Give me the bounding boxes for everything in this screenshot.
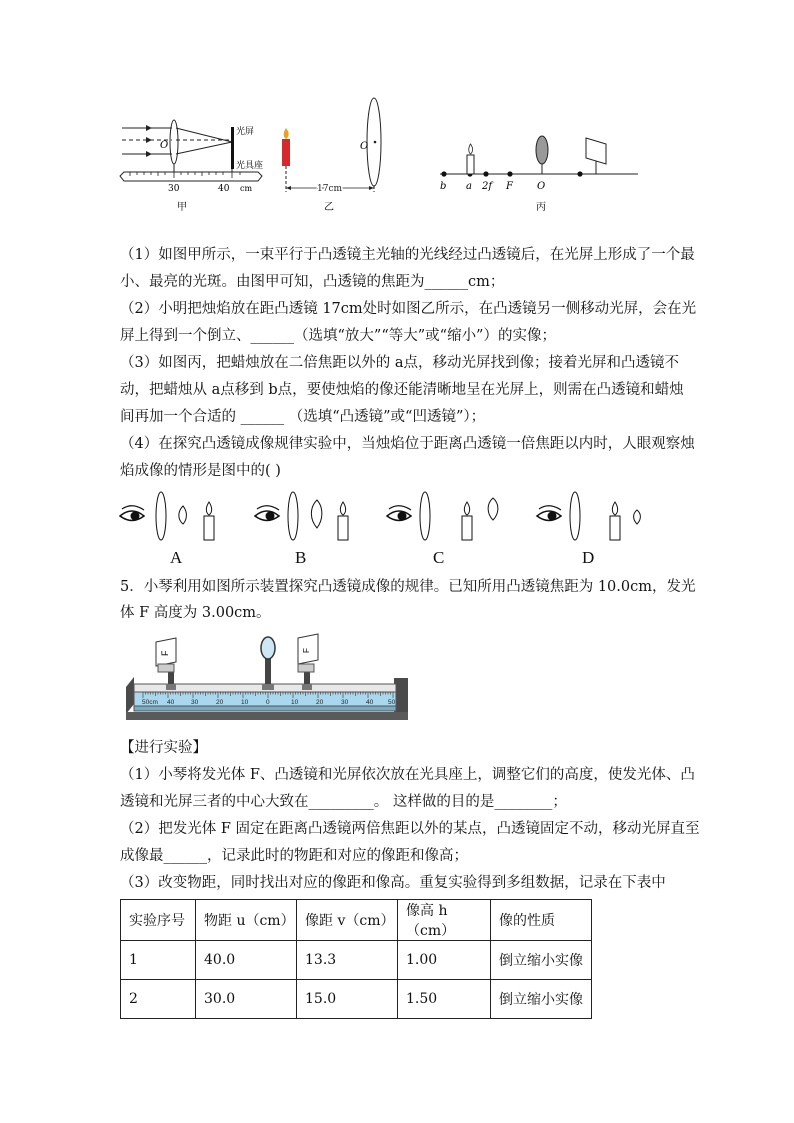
q5-intro-line2: 体 F 高度为 3.00cm。: [120, 605, 271, 621]
caption-jia: 甲: [177, 202, 187, 213]
header-cell: 像距 v（cm）: [297, 900, 398, 941]
option-a-diagram: [120, 492, 214, 540]
caption-yi: 乙: [324, 202, 334, 213]
table-cell: 15.0: [297, 980, 398, 1019]
figure-jia: [120, 120, 263, 213]
label-17cm: 17cm: [317, 184, 343, 194]
table-cell: 1.50: [398, 980, 491, 1019]
label-o: O: [537, 181, 546, 192]
figure-bing: [440, 136, 638, 213]
section-heading: 【进行实验】: [120, 740, 207, 756]
bench-tick-label: 10: [291, 699, 299, 706]
option-b-diagram: [255, 492, 348, 540]
label-lens-o: O: [160, 140, 169, 151]
q5-s2-line1: （2）把发光体 F 固定在距离凸透镜两倍焦距以外的某点，凸透镜固定不动，移动光屏直至: [120, 821, 700, 837]
bench-tick-label: 20: [316, 699, 324, 706]
q4-p3-line3: 间再加一个合适的 ______ （选填“凸透镜”或“凹透镜”）；: [120, 409, 486, 425]
option-d-diagram: [537, 492, 640, 540]
optical-bench-diagram: [118, 632, 418, 727]
q4-p1-line2: 小、最亮的光斑。由图甲可知，凸透镜的焦距为______cm；: [120, 274, 505, 290]
figure-yi: [282, 98, 381, 213]
q4-p4-line1: （4）在探究凸透镜成像规律实验中，当烛焰位于距离凸透镜一倍焦距以内时，人眼观察烛: [120, 436, 695, 452]
q4-p2-line2: 屏上得到一个倒立、______（选填“放大”“等大”或“缩小”）的实像；: [120, 328, 556, 344]
table-header-row: [121, 900, 592, 941]
label-b: b: [440, 181, 447, 192]
table-cell: 30.0: [196, 980, 297, 1019]
label-base: 光具座: [236, 161, 264, 171]
option-b[interactable]: B: [295, 548, 307, 567]
table-cell: 1.00: [398, 941, 491, 980]
bench-tick-label: 50cm: [142, 699, 158, 706]
bench-tick-label: 20: [216, 699, 224, 706]
tick-40: 40: [218, 184, 230, 194]
bench-tick-label: 40: [366, 699, 374, 706]
q5-s1-line2: 透镜和光屏三者的中心大致在_________。 这样做的目的是________；: [120, 794, 567, 810]
label-2f: 2f: [482, 181, 493, 192]
bench-tick-label: 50: [388, 699, 396, 706]
bench-tick-label: 10: [241, 699, 249, 706]
header-cell: 实验序号: [121, 900, 196, 941]
tick-unit: cm: [240, 184, 253, 193]
table-cell: 40.0: [196, 941, 297, 980]
bench-tick-label: 30: [341, 699, 349, 706]
bench-tick-label: 0: [266, 699, 270, 706]
option-d[interactable]: D: [582, 548, 595, 567]
table-cell: 1: [121, 941, 196, 980]
table-cell: 倒立缩小实像: [491, 941, 592, 980]
tick-30: 30: [168, 184, 180, 194]
label-a: a: [466, 181, 472, 192]
figures-top: [110, 92, 650, 217]
label-screen: 光屏: [236, 127, 255, 137]
option-c[interactable]: C: [433, 548, 445, 567]
table-cell: 2: [121, 980, 196, 1019]
bench-tick-label: 40: [167, 699, 175, 706]
q4-p1-line1: （1）如图甲所示，一束平行于凸透镜主光轴的光线经过凸透镜后，在光屏上形成了一个最: [120, 247, 695, 263]
table-cell: 倒立缩小实像: [491, 980, 592, 1019]
bench-tick-label: 30: [191, 699, 199, 706]
label-lens-o-yi: O: [360, 141, 369, 152]
q5-s3-line1: （3）改变物距，同时找出对应的像距和像高。重复实验得到多组数据，记录在下表中: [120, 875, 666, 891]
q4-p3-line1: （3）如图丙，把蜡烛放在二倍焦距以外的 a点，移动光屏找到像；接着光屏和凸透镜不: [120, 355, 679, 371]
q4-p4-line2: 焰成像的情形是图中的( ): [120, 463, 281, 479]
options-diagram: [115, 488, 655, 548]
header-cell: 像的性质: [491, 900, 592, 941]
q5-s2-line2: 成像最______，记录此时的物距和对应的像距和像高；: [120, 848, 468, 864]
q5-s1-line1: （1）小琴将发光体 F、凸透镜和光屏依次放在光具座上，调整它们的高度，使发光体、凸: [120, 767, 695, 783]
label-f: F: [506, 181, 513, 192]
caption-bing: 丙: [536, 202, 546, 213]
table-cell: 13.3: [297, 941, 398, 980]
header-cell: 物距 u（cm）: [196, 900, 297, 941]
q5-intro-line1: 5．小琴利用如图所示装置探究凸透镜成像的规律。已知所用凸透镜焦距为 10.0cm，发光: [120, 579, 696, 595]
screen-image-mark: F: [302, 648, 311, 653]
table-row: [121, 980, 592, 1019]
table-row: [121, 941, 592, 980]
q4-p3-line2: 动，把蜡烛从 a点移到 b点，要使烛焰的像还能清晰地呈在光屏上，则需在凸透镜和蜡烛: [120, 382, 684, 398]
q4-p2-line1: （2）小明把烛焰放在距凸透镜 17cm处时如图乙所示，在凸透镜另一侧移动光屏，会在光: [120, 301, 697, 317]
data-table: [120, 899, 592, 1019]
option-a[interactable]: A: [170, 548, 183, 567]
header-cell: 像高 h（cm）: [398, 900, 491, 941]
object-f-mark: F: [160, 650, 170, 656]
option-c-diagram: [387, 492, 498, 540]
